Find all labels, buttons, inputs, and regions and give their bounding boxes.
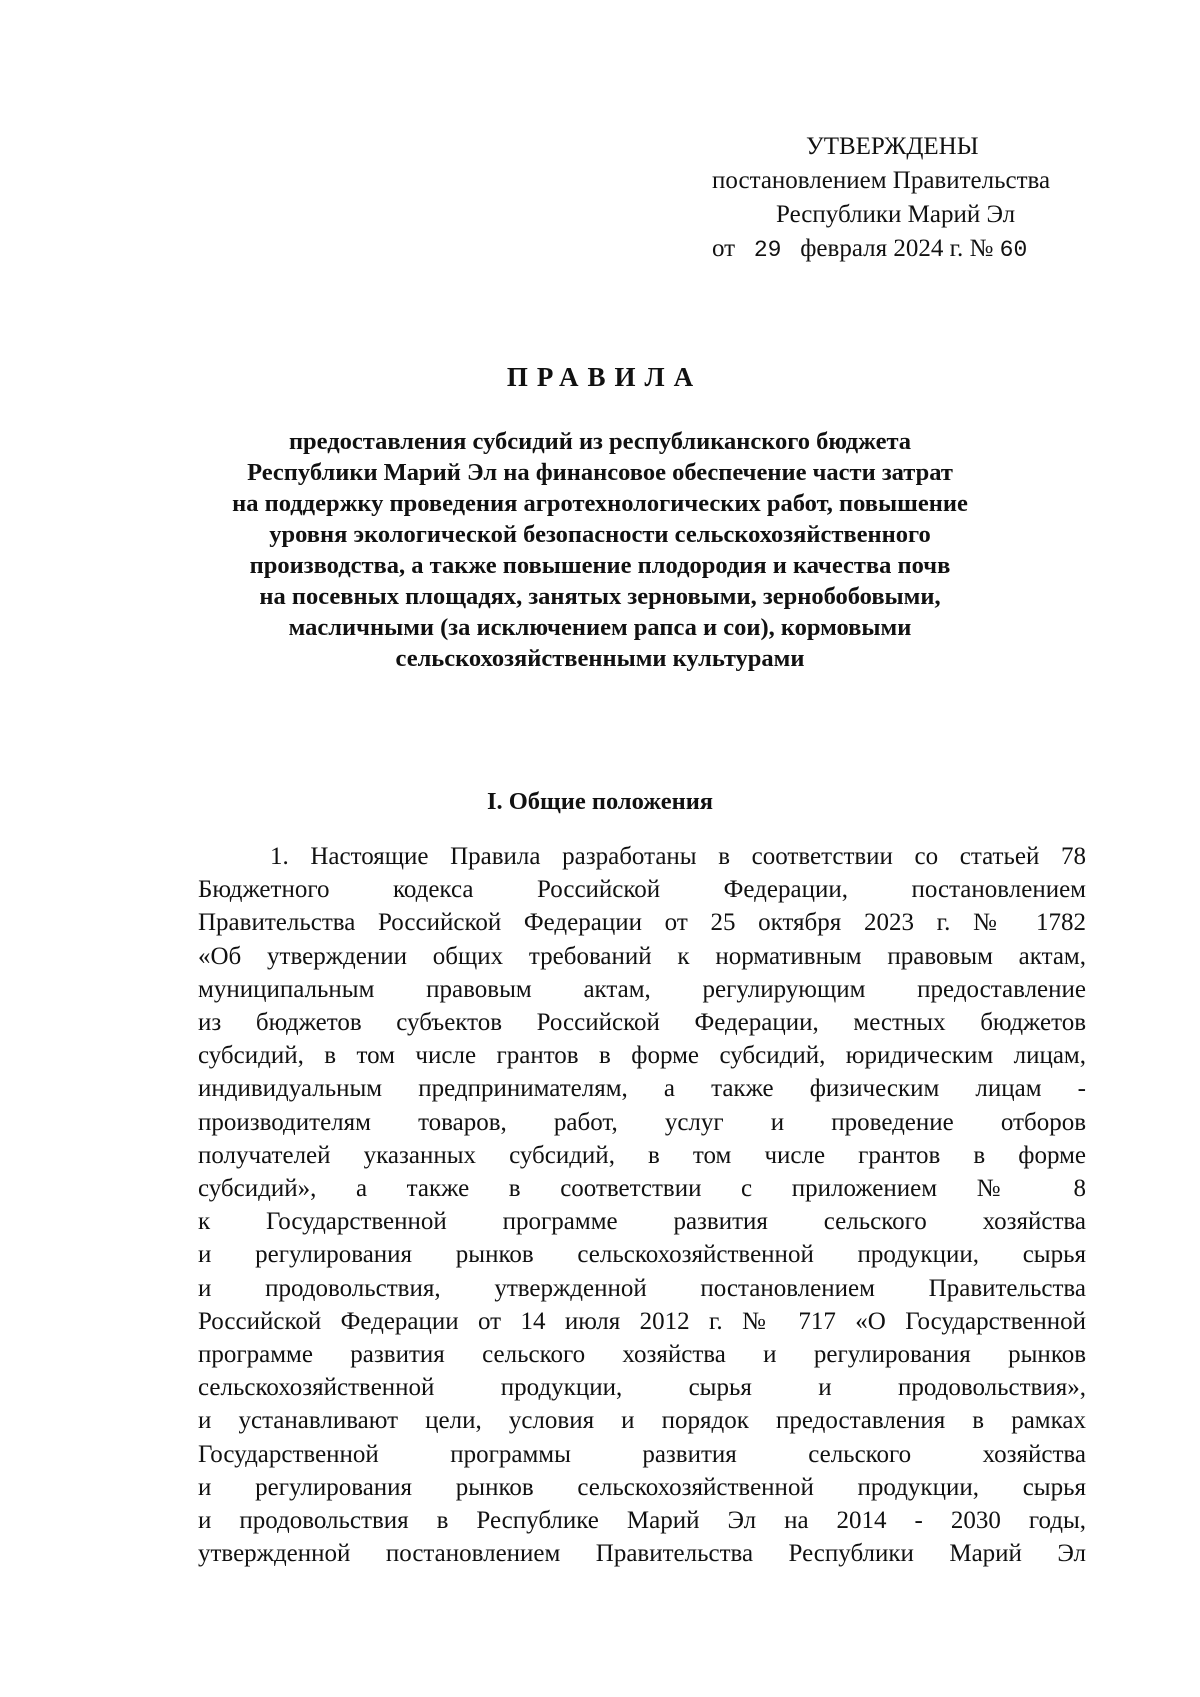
paragraph-line: муниципальным правовым актам, регулирующим предоставление <box>198 975 1086 1003</box>
paragraph-line: Российской Федерации от 14 июля 2012 г. № 717 «О Государственной <box>198 1307 1086 1335</box>
approval-date-line <box>712 232 1112 267</box>
approval-issuer: постановлением Правительства <box>712 167 1051 194</box>
paragraph-line: субсидий», а также в соответствии с приложением № 8 <box>198 1175 1086 1203</box>
paragraph-line: к Государственной программе развития сельского хозяйства <box>198 1208 1086 1236</box>
paragraph-line: Бюджетного кодекса Российской Федерации, постановлением <box>198 876 1086 904</box>
approval-date-prefix: от <box>712 235 736 262</box>
paragraph-line: 1. Настоящие Правила разработаны в соответствии со статьей 78 <box>270 843 1086 870</box>
subtitle-line: масличными (за исключением рапса и сои), кормовыми <box>288 614 912 641</box>
paragraph-line: и продовольствия, утвержденной постановлением Правительства <box>198 1274 1086 1302</box>
subtitle-line: предоставления субсидий из республиканского бюджета <box>288 428 912 455</box>
paragraph-line: из бюджетов субъектов Российской Федерации, местных бюджетов <box>198 1009 1086 1037</box>
paragraph-line: Государственной программы развития сельского хозяйства <box>198 1440 1086 1468</box>
paragraph-line: и регулирования рынков сельскохозяйственной продукции, сырья <box>198 1473 1086 1501</box>
paragraph-line: производителям товаров, работ, услуг и проведение отборов <box>198 1108 1086 1136</box>
paragraph-line: субсидий, в том числе грантов в форме субсидий, юридическим лицам, <box>198 1042 1086 1070</box>
paragraph-line: и продовольствия в Республике Марий Эл на 2014 - 2030 годы, <box>198 1507 1086 1535</box>
paragraph-line: и устанавливают цели, условия и порядок предоставления в рамках <box>198 1407 1086 1435</box>
paragraph-1 <box>198 840 1086 1570</box>
approval-number: 60 <box>999 237 1028 263</box>
subtitle-line: Республики Марий Эл на финансовое обеспечение части затрат <box>247 459 953 486</box>
approval-day: 29 <box>753 237 782 263</box>
paragraph-line: Правительства Российской Федерации от 25 октября 2023 г. № 1782 <box>198 909 1086 937</box>
paragraph-line: программе развития сельского хозяйства и регулирования рынков <box>198 1341 1086 1369</box>
subtitle-line: на посевных площадях, занятых зерновыми, зернобобовыми, <box>259 583 941 610</box>
paragraph-line: сельскохозяйственной продукции, сырья и продовольствия», <box>198 1374 1086 1402</box>
paragraph-line: получателей указанных субсидий, в том числе грантов в форме <box>198 1141 1086 1169</box>
subtitle-line: производства, а также повышение плодородия и качества почв <box>249 552 951 579</box>
paragraph-line: «Об утверждении общих требований к нормативным правовым актам, <box>198 942 1086 970</box>
section-heading: I. Общие положения <box>486 788 714 815</box>
document-subtitle <box>200 426 1000 674</box>
subtitle-line: сельскохозяйственными культурами <box>395 645 805 672</box>
subtitle-line: уровня экологической безопасности сельскохозяйственного <box>269 521 931 548</box>
document-title: ПРАВИЛА <box>506 362 703 392</box>
approval-region: Республики Марий Эл <box>776 201 1016 228</box>
approval-heading: УТВЕРЖДЕНЫ <box>806 133 979 160</box>
paragraph-line: индивидуальным предпринимателям, а также физическим лицам - <box>198 1075 1086 1103</box>
subtitle-line: на поддержку проведения агротехнологических работ, повышение <box>232 490 968 517</box>
paragraph-line: и регулирования рынков сельскохозяйственной продукции, сырья <box>198 1241 1086 1269</box>
approval-month-year: февраля 2024 г. № <box>800 235 994 262</box>
approval-block <box>712 130 1112 267</box>
paragraph-line: утвержденной постановлением Правительства Республики Марий Эл <box>198 1540 1086 1568</box>
